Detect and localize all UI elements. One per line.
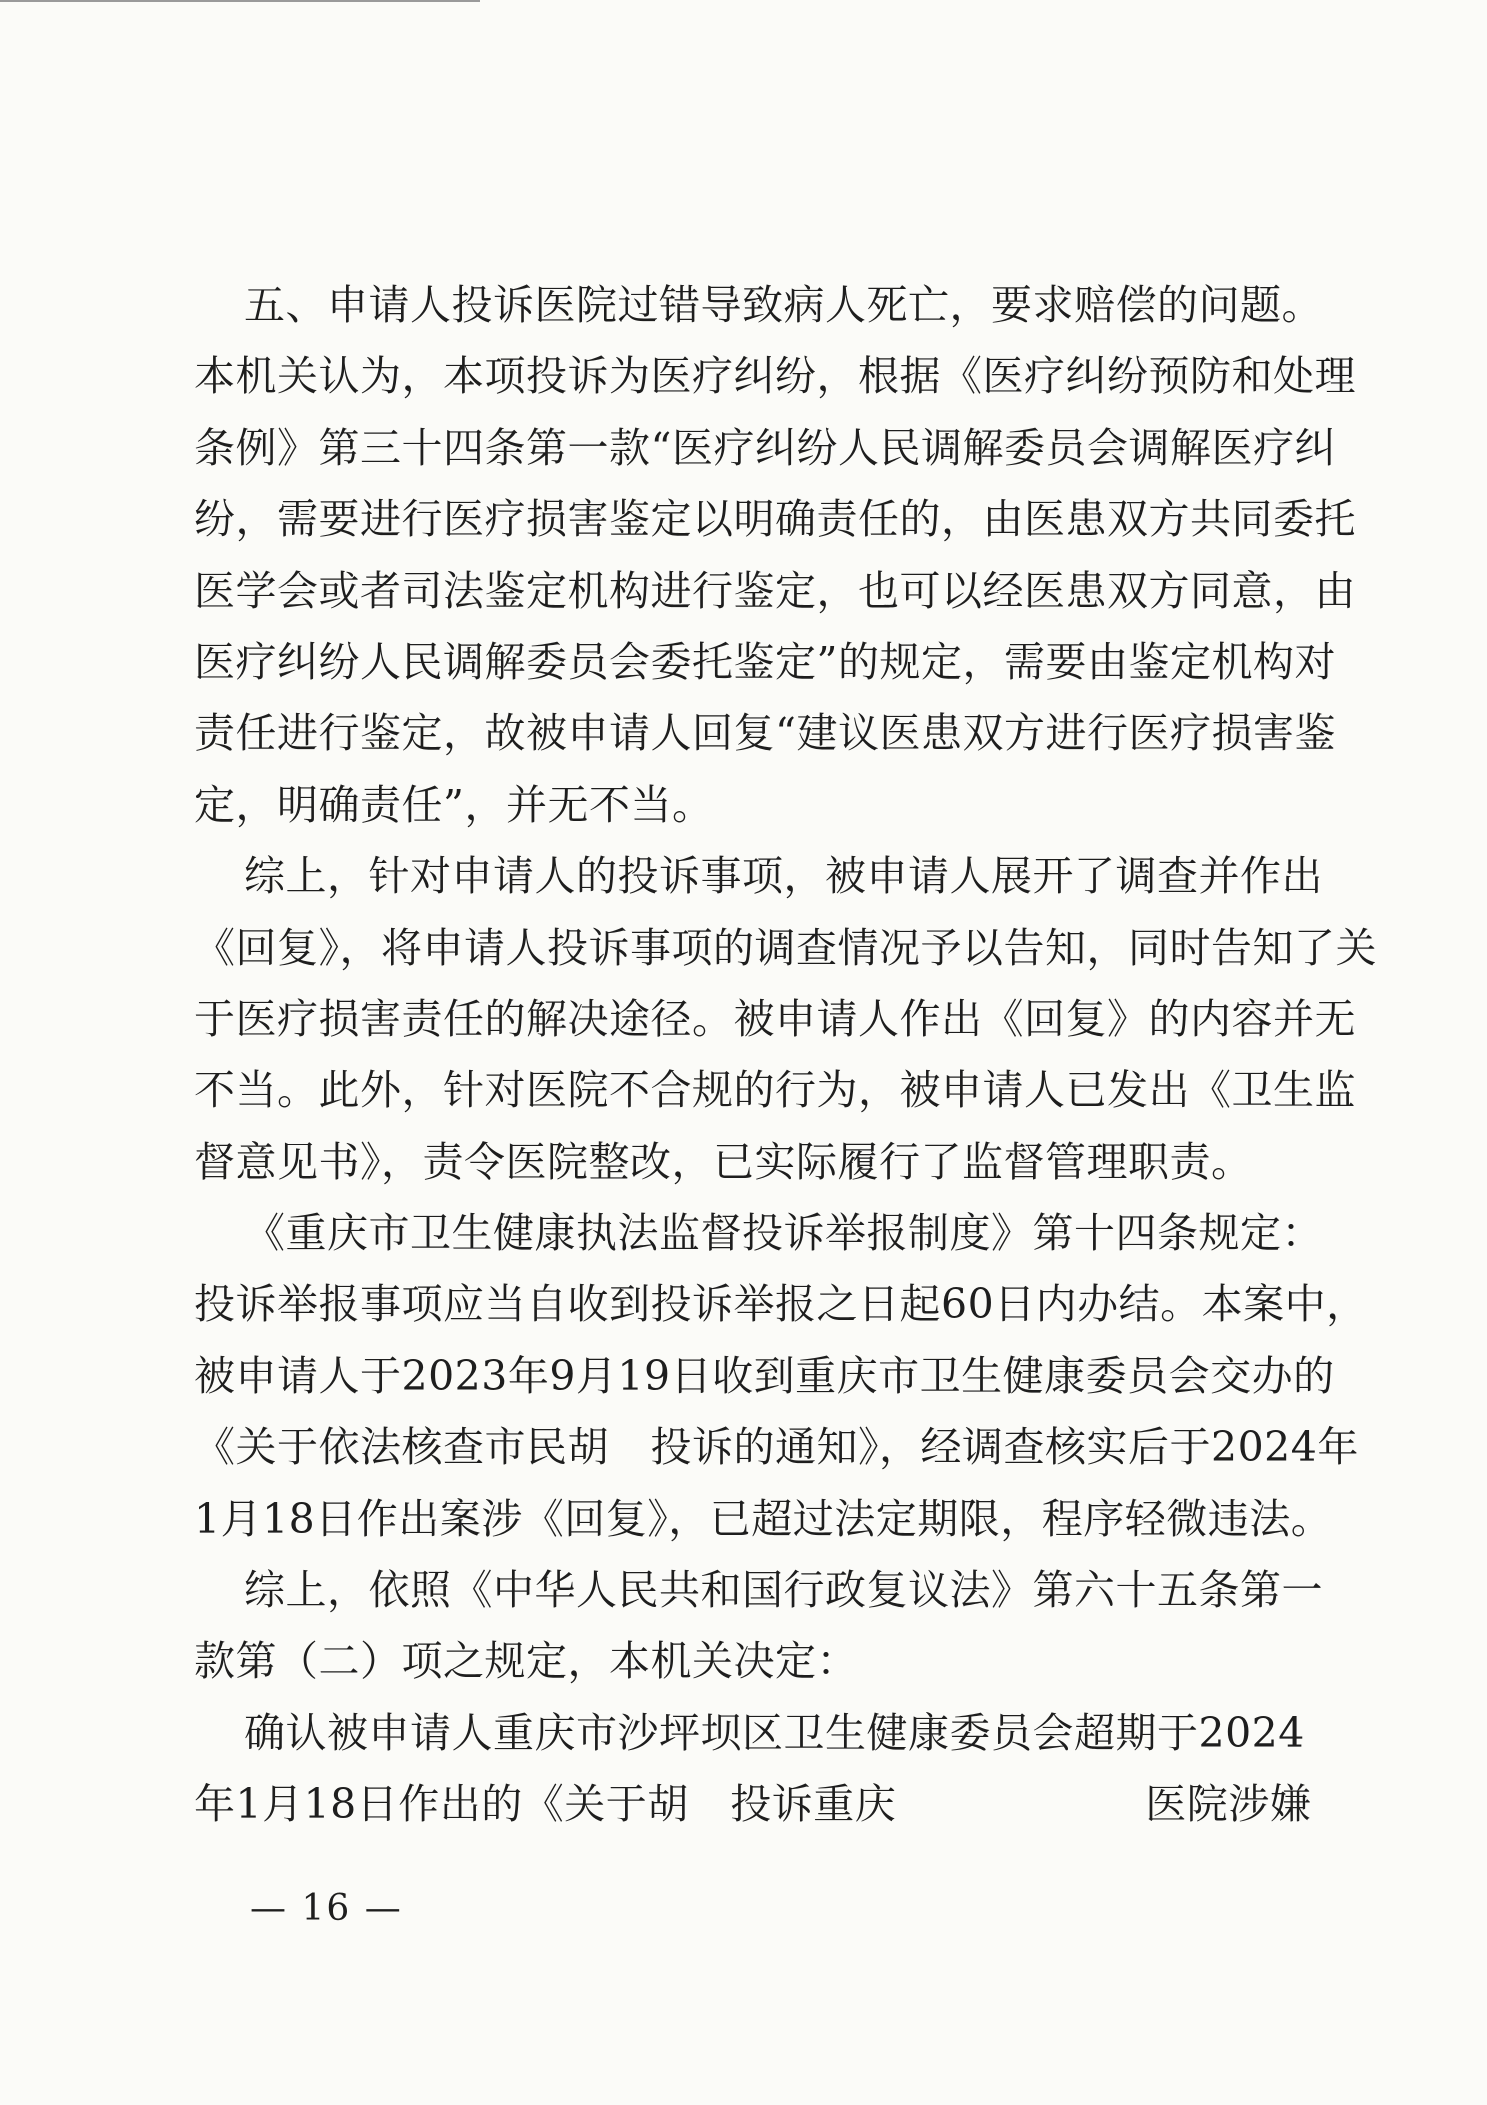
paragraph-line: 投诉举报事项应当自收到投诉举报之日起60日内办结。本案中， [194, 1280, 1368, 1329]
top-border-line [0, 0, 480, 2]
paragraph-line: 纷，需要进行医疗损害鉴定以明确责任的，由医患双方共同委托 [194, 495, 1356, 544]
paragraph-line: 医学会或者司法鉴定机构进行鉴定，也可以经医患双方同意，由 [194, 566, 1356, 615]
paragraph-line: 定，明确责任”，并无不当。 [194, 780, 714, 829]
paragraph-line: 《关于依法核查市民胡 投诉的通知》，经调查核实后于2024年 [194, 1423, 1359, 1472]
paragraph-line: 本机关认为，本项投诉为医疗纠纷，根据《医疗纠纷预防和处理 [194, 352, 1356, 401]
paragraph-line: 不当。此外，针对医院不合规的行为，被申请人已发出《卫生监 [194, 1066, 1356, 1115]
paragraph-line: 年1月18日作出的《关于胡 投诉重庆 医院涉嫌 [194, 1780, 1312, 1829]
document-body [194, 270, 1377, 1841]
paragraph-line: 《重庆市卫生健康执法监督投诉举报制度》第十四条规定： [244, 1209, 1323, 1258]
page-number: — 16 — [250, 1888, 403, 1929]
paragraph-line: 《回复》，将申请人投诉事项的调查情况予以告知，同时告知了关 [194, 923, 1377, 972]
paragraph-line: 被申请人于2023年9月19日收到重庆市卫生健康委员会交办的 [194, 1351, 1335, 1400]
paragraph-line: 责任进行鉴定，故被申请人回复“建议医患双方进行医疗损害鉴 [194, 709, 1336, 758]
paragraph-line: 督意见书》，责令医院整改，已实际履行了监督管理职责。 [194, 1137, 1253, 1186]
paragraph-line: 综上，针对申请人的投诉事项，被申请人展开了调查并作出 [244, 852, 1323, 901]
paragraph-line: 条例》第三十四条第一款“医疗纠纷人民调解委员会调解医疗纠 [194, 423, 1336, 472]
paragraph-line: 五、申请人投诉医院过错导致病人死亡，要求赔偿的问题。 [244, 281, 1323, 329]
paragraph-line: 于医疗损害责任的解决途径。被申请人作出《回复》的内容并无 [194, 994, 1356, 1043]
paragraph-line: 综上，依照《中华人民共和国行政复议法》第六十五条第一 [244, 1566, 1323, 1615]
paragraph-line: 1月18日作出案涉《回复》，已超过法定期限，程序轻微违法。 [194, 1494, 1333, 1543]
paragraph-line: 医疗纠纷人民调解委员会委托鉴定”的规定，需要由鉴定机构对 [194, 637, 1336, 686]
paragraph-line: 确认被申请人重庆市沙坪坝区卫生健康委员会超期于2024 [244, 1708, 1305, 1757]
paragraph-line: 款第（二）项之规定，本机关决定： [194, 1637, 858, 1686]
